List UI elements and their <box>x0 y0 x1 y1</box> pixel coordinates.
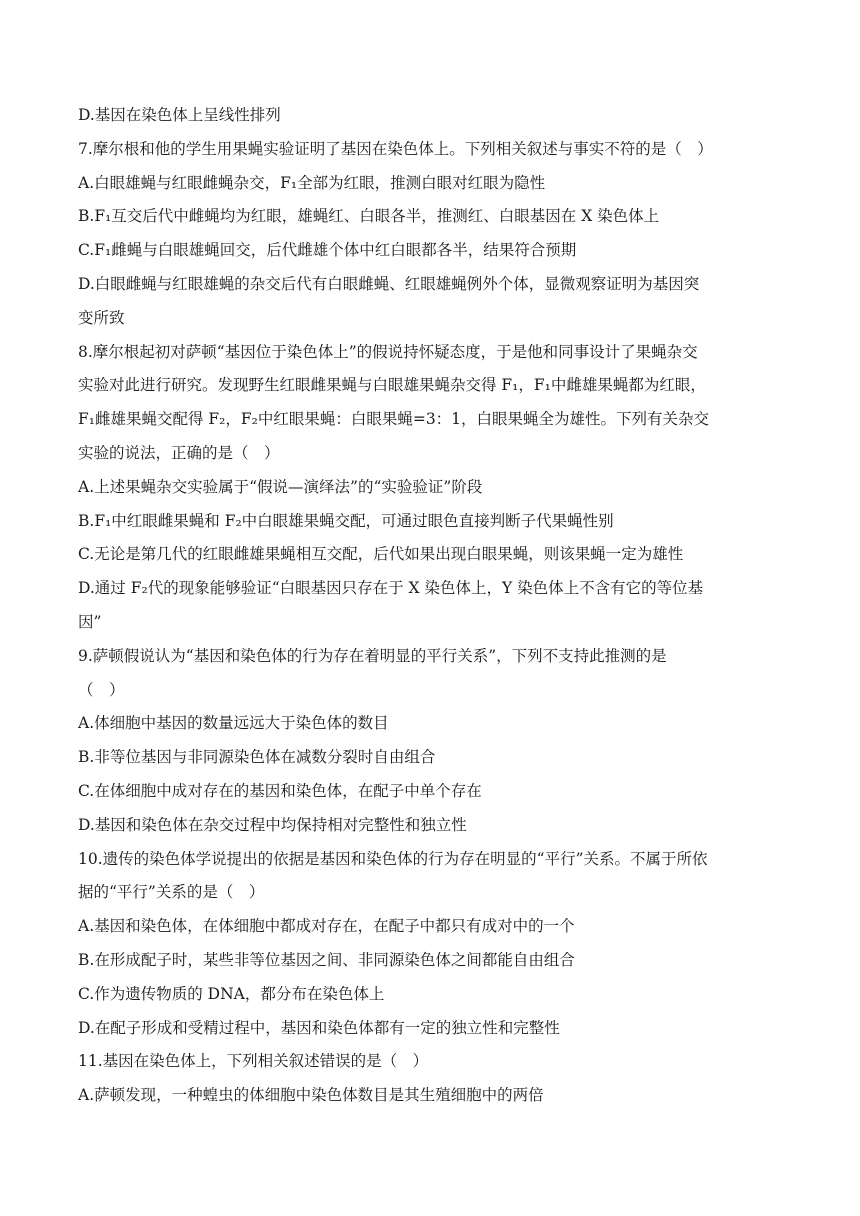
question-stem-continued: 实验对此进行研究。发现野生红眼雌果蝇与白眼雄果蝇杂交得 F₁，F₁中雌雄果蝇都为红眼， <box>78 376 706 395</box>
question-stem: 9.萨顿假说认为“基因和染色体的行为存在着明显的平行关系”，下列不支持此推测的是 <box>78 646 667 665</box>
question-stem-continued: F₁雌雄果蝇交配得 F₂，F₂中红眼果蝇：白眼果蝇=3：1，白眼果蝇全为雄性。下列有关杂交 <box>78 410 710 429</box>
question-stem: 10.遗传的染色体学说提出的依据是基因和染色体的行为存在明显的“平行”关系。不属于所依 <box>78 849 708 868</box>
option-line: B.非等位基因与非同源染色体在减数分裂时自由组合 <box>78 748 436 767</box>
question-stem-continued: 实验的说法，正确的是（ ） <box>78 443 280 462</box>
option-line: A.基因和染色体，在体细胞中都成对存在，在配子中都只有成对中的一个 <box>78 917 575 936</box>
option-line: B.在形成配子时，某些非等位基因之间、非同源染色体之间都能自由组合 <box>78 950 575 969</box>
option-line: D.在配子形成和受精过程中，基因和染色体都有一定的独立性和完整性 <box>78 1018 560 1037</box>
option-line: C.无论是第几代的红眼雌雄果蝇相互交配，后代如果出现白眼果蝇，则该果蝇一定为雄性 <box>78 545 684 564</box>
option-line: C.在体细胞中成对存在的基因和染色体，在配子中单个存在 <box>78 781 482 800</box>
text-line: D.基因在染色体上呈线性排列 <box>78 106 281 124</box>
option-line: A.上述果蝇杂交实验属于“假说—演绎法”的“实验验证”阶段 <box>78 477 483 496</box>
option-line: D.基因和染色体在杂交过程中均保持相对完整性和独立性 <box>78 815 467 834</box>
document-page <box>78 99 783 1113</box>
option-line-continued: 变所致 <box>78 308 125 327</box>
question-stem: 8.摩尔根起初对萨顿“基因位于染色体上”的假说持怀疑态度，于是他和同事设计了果蝇杂交 <box>78 342 698 361</box>
option-line-continued: 因” <box>78 612 102 631</box>
option-line: B.F₁互交后代中雌蝇均为红眼，雄蝇红、白眼各半，推测红、白眼基因在 X 染色体上 <box>78 207 660 226</box>
option-line: B.F₁中红眼雌果蝇和 F₂中白眼雄果蝇交配，可通过眼色直接判断子代果蝇性别 <box>78 511 614 530</box>
question-stem-continued: （ ） <box>78 680 125 699</box>
option-line: D.通过 F₂代的现象能够验证“白眼基因只存在于 X 染色体上，Y 染色体上不含有它的等位基 <box>78 579 704 598</box>
option-line: A.白眼雄蝇与红眼雌蝇杂交，F₁全部为红眼，推测白眼对红眼为隐性 <box>78 173 546 192</box>
option-line: A.体细胞中基因的数量远远大于染色体的数目 <box>78 714 389 733</box>
option-line: C.作为遗传物质的 DNA，都分布在染色体上 <box>78 984 385 1003</box>
option-line: D.白眼雌蝇与红眼雄蝇的杂交后代有白眼雌蝇、红眼雄蝇例外个体，显微观察证明为基因突 <box>78 274 700 293</box>
option-line: C.F₁雌蝇与白眼雄蝇回交，后代雌雄个体中红白眼都各半，结果符合预期 <box>78 241 577 260</box>
question-stem: 11.基因在染色体上，下列相关叙述错误的是（ ） <box>78 1052 429 1071</box>
question-stem-continued: 据的“平行”关系的是（ ） <box>78 883 265 902</box>
option-line: A.萨顿发现，一种蝗虫的体细胞中染色体数目是其生殖细胞中的两倍 <box>78 1086 544 1105</box>
question-stem: 7.摩尔根和他的学生用果蝇实验证明了基因在染色体上。下列相关叙述与事实不符的是（ ） <box>78 139 713 158</box>
